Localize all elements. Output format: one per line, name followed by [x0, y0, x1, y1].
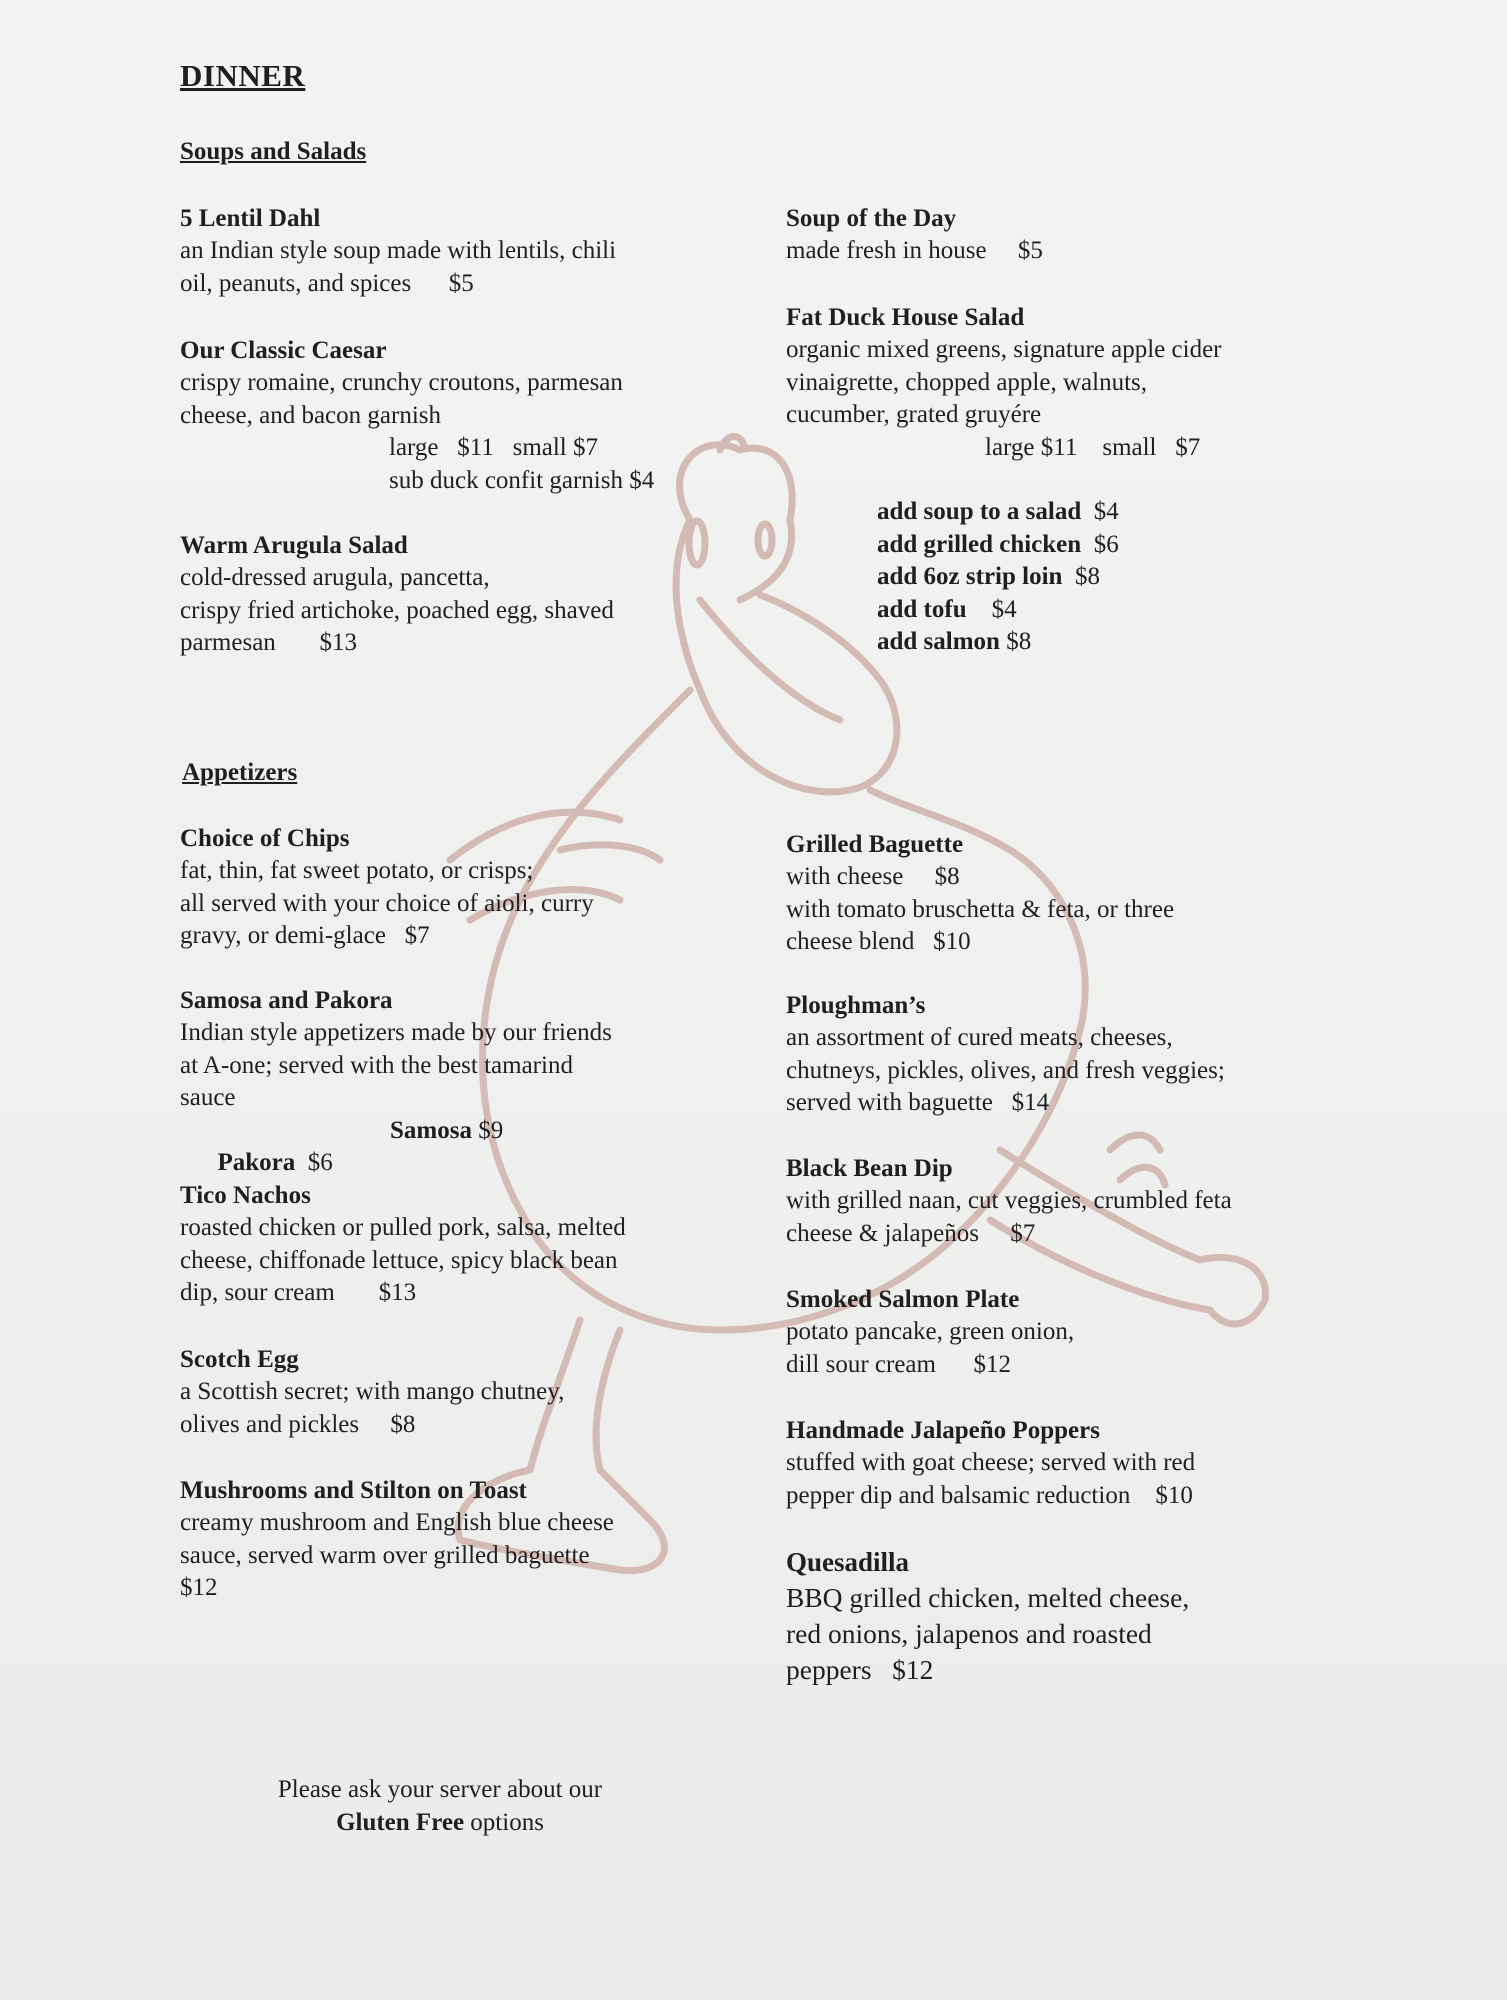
- item-desc-line: served with baguette: [786, 1089, 993, 1116]
- item-name: Tico Nachos: [180, 1182, 311, 1209]
- item-desc-line: peppers: [786, 1654, 872, 1685]
- addon-price: $8: [1006, 628, 1032, 655]
- addon-label: add salmon: [877, 628, 1000, 655]
- menu-item-soup-of-day: [786, 203, 1346, 268]
- addon-price: $8: [1074, 563, 1100, 590]
- item-desc-line: crispy fried artichoke, poached egg, shaved: [180, 596, 614, 624]
- item-desc-line: dip, sour cream: [180, 1279, 335, 1306]
- item-desc-line: cheese, chiffonade lettuce, spicy black bean: [180, 1246, 618, 1274]
- item-price: $10: [1155, 1481, 1193, 1509]
- item-name: Our Classic Caesar: [180, 337, 387, 364]
- item-price: $13: [378, 1279, 417, 1306]
- item-desc-line: olives and pickles: [180, 1410, 360, 1438]
- menu-item-ploughmans: [786, 990, 1346, 1120]
- item-desc-line: red onions, jalapenos and roasted: [786, 1618, 1152, 1649]
- addon-price: $4: [1093, 498, 1119, 525]
- item-desc-line: cheese blend: [786, 928, 915, 955]
- item-desc-line: pepper dip and balsamic reduction: [786, 1481, 1131, 1509]
- item-desc-line: sauce: [180, 1084, 236, 1111]
- item-price: $5: [1017, 237, 1043, 264]
- samosa-price: $9: [478, 1116, 504, 1144]
- item-desc-line: vinaigrette, chopped apple, walnuts,: [786, 368, 1147, 396]
- addon-label: add grilled chicken: [877, 530, 1082, 558]
- item-name: Ploughman’s: [786, 992, 926, 1019]
- addon-item: [877, 594, 1297, 627]
- item-desc-line: fat, thin, fat sweet potato, or crisps;: [180, 857, 534, 884]
- item-desc-line: crispy romaine, crunchy croutons, parmesan: [180, 369, 623, 396]
- item-price: $12: [180, 1574, 218, 1601]
- addon-item: [877, 626, 1297, 659]
- item-desc-line: with tomato bruschetta & feta, or three: [786, 895, 1175, 923]
- item-sizes: large $11 small $7: [389, 434, 598, 461]
- addon-label: add soup to a salad: [877, 498, 1082, 525]
- item-name: Handmade Jalapeño Poppers: [786, 1417, 1100, 1444]
- menu-item-caesar: [180, 335, 740, 497]
- item-desc-line: Indian style appetizers made by our friends: [180, 1019, 612, 1046]
- footer-rest: options: [470, 1809, 544, 1836]
- item-desc-line: dill sour cream: [786, 1350, 936, 1378]
- item-price: $10: [933, 928, 971, 955]
- item-desc-line: at A-one; served with the best tamarind: [180, 1051, 573, 1079]
- item-price: $7: [1010, 1219, 1036, 1247]
- item-desc-line: a Scottish secret; with mango chutney,: [180, 1378, 565, 1405]
- pakora-label: Pakora: [217, 1149, 296, 1176]
- footer-bold: Gluten Free: [336, 1809, 465, 1836]
- menu-item-lentil-dahl: [180, 203, 740, 300]
- menu-item-mushrooms-stilton: [180, 1475, 740, 1605]
- item-name: Black Bean Dip: [786, 1155, 953, 1182]
- item-name: Mushrooms and Stilton on Toast: [180, 1477, 527, 1504]
- item-desc-line: cold-dressed arugula, pancetta,: [180, 564, 490, 591]
- item-name: Scotch Egg: [180, 1346, 299, 1373]
- addon-label: add tofu: [877, 595, 967, 623]
- item-name: Soup of the Day: [786, 205, 957, 232]
- menu-item-black-bean-dip: [786, 1153, 1346, 1250]
- item-desc-line: oil, peanuts, and spices: [180, 269, 412, 297]
- item-name: Warm Arugula Salad: [180, 532, 408, 559]
- item-desc-line: an assortment of cured meats, cheeses,: [786, 1024, 1173, 1051]
- item-name: Samosa and Pakora: [180, 987, 393, 1014]
- item-price: $13: [319, 629, 358, 656]
- item-price: $14: [1011, 1089, 1050, 1116]
- menu-item-arugula-salad: [180, 530, 740, 660]
- item-price: $8: [934, 863, 960, 890]
- addon-item: [877, 496, 1297, 529]
- pakora-price: $6: [307, 1149, 333, 1176]
- item-price: $12: [892, 1654, 934, 1685]
- menu-item-scotch-egg: [180, 1344, 740, 1441]
- item-name: 5 Lentil Dahl: [180, 205, 321, 232]
- item-price: $12: [973, 1350, 1011, 1378]
- addon-item: [877, 529, 1297, 562]
- item-desc-line: organic mixed greens, signature apple cider: [786, 336, 1222, 363]
- item-desc-line: an Indian style soup made with lentils, chili: [180, 237, 617, 264]
- menu-item-jalapeno-poppers: [786, 1415, 1346, 1512]
- addon-label: add 6oz strip loin: [877, 563, 1063, 590]
- item-desc-line: all served with your choice of aioli, curry: [180, 889, 594, 917]
- menu-item-grilled-baguette: [786, 829, 1346, 959]
- salad-addons-list: [877, 496, 1297, 659]
- item-name: Choice of Chips: [180, 825, 350, 852]
- addon-item: [877, 561, 1297, 594]
- samosa-label: Samosa: [390, 1116, 472, 1144]
- item-name: Quesadilla: [786, 1547, 910, 1577]
- menu-item-house-salad: [786, 302, 1346, 464]
- footer-line: Please ask your server about our: [277, 1776, 603, 1803]
- item-desc-line: cheese, and bacon garnish: [180, 401, 441, 429]
- item-desc-line: BBQ grilled chicken, melted cheese,: [786, 1582, 1190, 1613]
- menu-item-smoked-salmon-plate: [786, 1284, 1346, 1381]
- menu-item-chips: [180, 823, 740, 953]
- item-price: $8: [390, 1410, 416, 1438]
- item-sizes: large $11 small $7: [985, 433, 1201, 461]
- item-price: $7: [404, 922, 430, 949]
- item-desc-line: roasted chicken or pulled pork, salsa, melted: [180, 1214, 626, 1241]
- gluten-free-note: [200, 1773, 680, 1839]
- item-desc-line: cheese & jalapeños: [786, 1219, 979, 1247]
- addon-price: $6: [1093, 530, 1119, 558]
- item-desc-line: with grilled naan, cut veggies, crumbled feta: [786, 1187, 1232, 1214]
- item-desc-line: chutneys, pickles, olives, and fresh veggies;: [786, 1056, 1225, 1084]
- addon-price: $4: [991, 595, 1017, 623]
- item-desc-line: stuffed with goat cheese; served with red: [786, 1449, 1196, 1476]
- item-desc-line: parmesan: [180, 629, 276, 656]
- item-desc-line: gravy, or demi-glace: [180, 922, 386, 949]
- item-name: Grilled Baguette: [786, 831, 964, 858]
- menu-item-samosa-pakora: [180, 985, 740, 1176]
- section-heading-soups-salads: Soups and Salads: [180, 138, 367, 165]
- menu-title: DINNER: [180, 58, 306, 93]
- section-heading-appetizers: Appetizers: [182, 759, 298, 786]
- item-desc-line: made fresh in house: [786, 237, 987, 264]
- item-desc-line: cucumber, grated gruyére: [786, 401, 1042, 428]
- item-name: Smoked Salmon Plate: [786, 1286, 1020, 1313]
- item-name: Fat Duck House Salad: [786, 304, 1025, 331]
- menu-item-tico-nachos: [180, 1180, 740, 1310]
- item-desc-line: sauce, served warm over grilled baguette: [180, 1541, 590, 1569]
- item-desc-line: creamy mushroom and English blue cheese: [180, 1509, 614, 1536]
- menu-item-quesadilla: [786, 1544, 1346, 1688]
- item-desc-line: potato pancake, green onion,: [786, 1318, 1075, 1345]
- item-sub-option: sub duck confit garnish $4: [389, 466, 655, 494]
- item-desc-line: with cheese: [786, 863, 904, 890]
- item-price: $5: [448, 269, 474, 297]
